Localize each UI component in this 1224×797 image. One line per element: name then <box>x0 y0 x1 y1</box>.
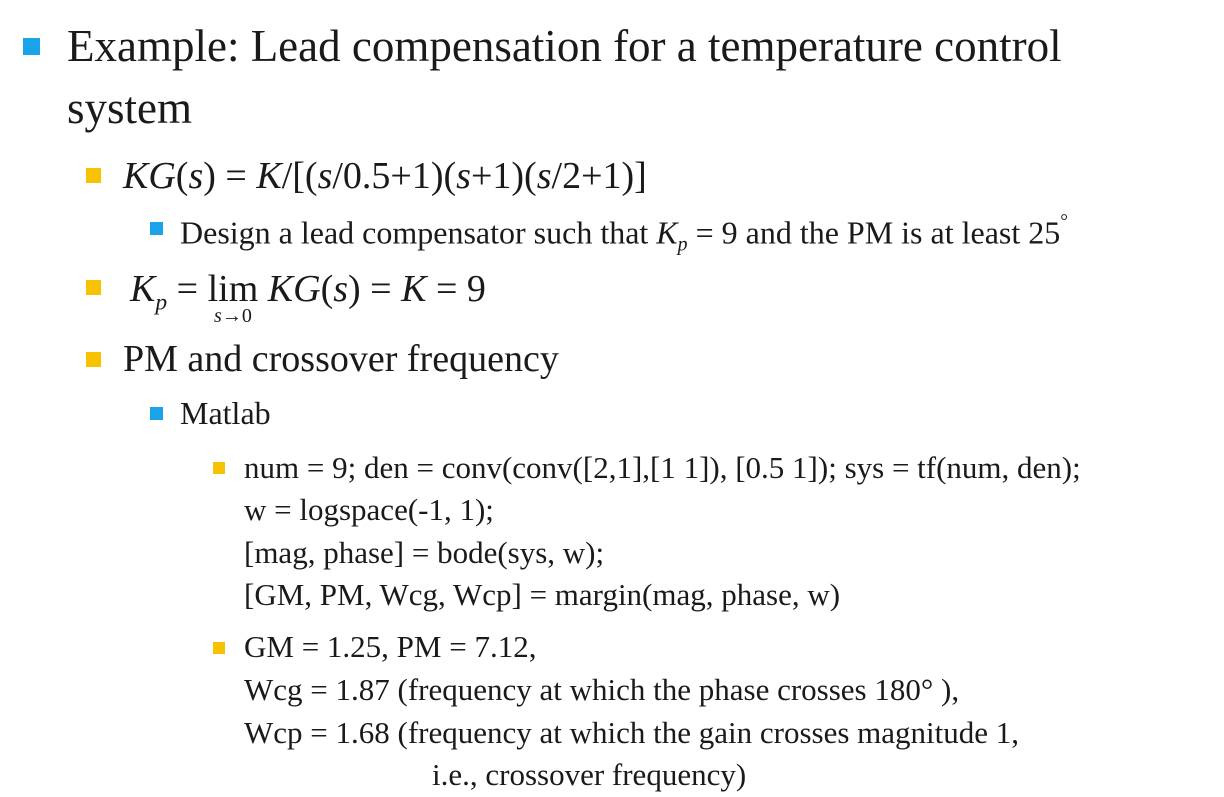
slide-title-line1: Example: Lead compensation for a temperature control <box>67 21 1062 71</box>
degree-symbol: ° <box>1060 211 1068 232</box>
tf-part-b: /[( <box>281 155 318 197</box>
tf-part-d: +1)( <box>470 155 537 197</box>
design-spec-k: K <box>656 214 678 251</box>
code-line-2: w = logspace(-1, 1); <box>244 492 494 527</box>
tf-k: K <box>256 155 282 197</box>
pm-crossover-heading: PM and crossover frequency <box>123 338 559 380</box>
level4-bullet-results <box>213 642 225 654</box>
level3-bullet-matlab <box>150 407 163 420</box>
kp-p: p <box>155 289 168 316</box>
transfer-function: KG(s) = K/[(s/0.5+1)(s+1)(s/2+1)] <box>123 155 647 197</box>
kp-s: s <box>333 268 349 310</box>
tf-s1: s <box>317 155 333 197</box>
lim-sub-s: s <box>214 305 222 327</box>
design-spec-text-a: Design a lead compensator such that <box>180 214 657 251</box>
level3-bullet-design-spec <box>150 222 163 235</box>
tf-part-c: /0.5+1)( <box>332 155 457 197</box>
tf-part-e: /2+1)] <box>551 155 647 197</box>
code-line-4: [GM, PM, Wcg, Wcp] = margin(mag, phase, w) <box>244 577 841 612</box>
lim-sub-arrow: →0 <box>221 305 252 327</box>
lim-subscript <box>214 306 252 326</box>
matlab-label: Matlab <box>180 395 271 431</box>
kp-close: ) <box>348 268 361 310</box>
tf-kg: KG <box>123 155 176 197</box>
tf-s3: s <box>536 155 552 197</box>
results-line-1: GM = 1.25, PM = 7.12, <box>244 629 537 664</box>
tf-s2: s <box>456 155 471 197</box>
tf-s: s <box>188 155 204 197</box>
kp-k: K <box>130 268 156 310</box>
code-line-1: num = 9; den = conv(conv([2,1],[1 1]), [0.5 1]); sys = tf(num, den); <box>244 450 1081 485</box>
kp-equation <box>130 268 486 327</box>
kp-kg: KG <box>267 268 321 310</box>
level1-bullet <box>23 38 40 55</box>
level4-bullet-code <box>213 462 225 474</box>
code-line-3: [mag, phase] = bode(sys, w); <box>244 535 605 570</box>
kp-k2: K <box>401 268 427 310</box>
lim-text: lim <box>207 268 259 310</box>
results-line-2: Wcg = 1.87 (frequency at which the phase crosses 180° ), <box>244 672 960 707</box>
design-spec-text-b: = 9 and the PM is at least 25 <box>687 214 1061 251</box>
design-spec-p: p <box>677 233 688 256</box>
kp-eq1: = <box>167 268 208 310</box>
results-line-4: i.e., crossover frequency) <box>432 757 747 792</box>
kp-eq2: = <box>360 268 402 310</box>
kp-eq3: = 9 <box>426 268 486 310</box>
level2-bullet-pm <box>86 352 101 367</box>
limit-operator <box>207 268 259 327</box>
kp-open: ( <box>320 268 334 310</box>
tf-part-a: ) = <box>203 155 257 197</box>
results-line-3: Wcp = 1.68 (frequency at which the gain crosses magnitude 1, <box>244 715 1020 750</box>
level2-bullet-kp <box>86 280 101 295</box>
level2-bullet-transfer-function <box>86 168 101 183</box>
slide-title-line2: system <box>67 83 193 133</box>
design-spec <box>180 212 1068 256</box>
